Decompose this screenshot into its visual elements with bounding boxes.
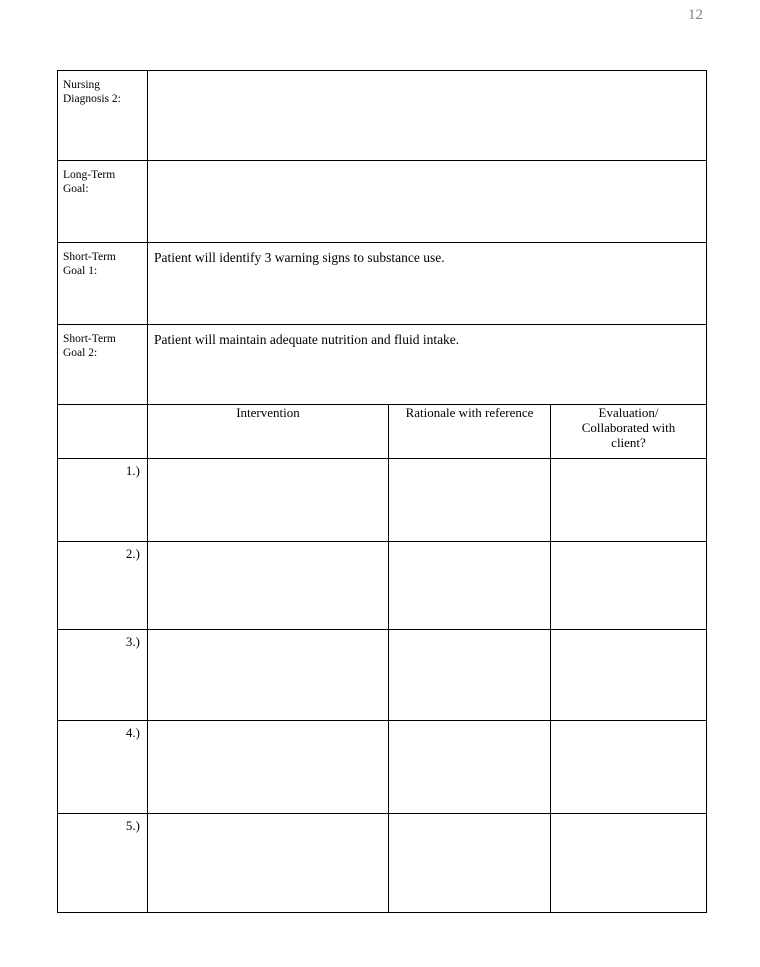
intervention-4-intervention-value — [148, 721, 388, 722]
intervention-2-rationale-cell[interactable] — [389, 542, 551, 630]
header-evaluation-cell — [551, 405, 707, 459]
header-evaluation-label — [551, 405, 706, 455]
intervention-5-number-cell — [58, 814, 148, 913]
intervention-2-intervention-value — [148, 542, 388, 543]
intervention-4-evaluation-cell[interactable] — [551, 721, 707, 814]
short-term-goal-1-label-line2: Goal 1: — [63, 265, 98, 277]
intervention-2-rationale-value — [389, 542, 550, 543]
nursing-diagnosis-2-label-cell — [58, 71, 148, 161]
intervention-1-rationale-value — [389, 459, 550, 460]
intervention-5-intervention-value — [148, 814, 388, 815]
nursing-diagnosis-2-value — [148, 71, 706, 78]
nursing-diagnosis-2-value-cell[interactable] — [148, 71, 707, 161]
intervention-3-rationale-cell[interactable] — [389, 630, 551, 721]
intervention-5-intervention-cell[interactable] — [148, 814, 389, 913]
table-row-nursing-diagnosis-2 — [58, 71, 707, 161]
long-term-goal-label-line1: Long-Term — [63, 169, 116, 181]
intervention-1-intervention-cell[interactable] — [148, 459, 389, 542]
intervention-5-rationale-value — [389, 814, 550, 815]
table-row-long-term-goal — [58, 161, 707, 243]
table-row-intervention-2 — [58, 542, 707, 630]
intervention-1-evaluation-cell[interactable] — [551, 459, 707, 542]
intervention-1-number-cell — [58, 459, 148, 542]
short-term-goal-2-value-cell[interactable] — [148, 325, 707, 405]
intervention-1-rationale-cell[interactable] — [389, 459, 551, 542]
intervention-3-number-cell — [58, 630, 148, 721]
header-intervention-label: Intervention — [236, 405, 300, 420]
intervention-3-intervention-value — [148, 630, 388, 631]
long-term-goal-label-cell — [58, 161, 148, 243]
short-term-goal-1-label-line1: Short-Term — [63, 251, 116, 263]
page-number: 12 — [688, 7, 703, 23]
header-evaluation-line3: client? — [611, 435, 646, 450]
intervention-5-evaluation-cell[interactable] — [551, 814, 707, 913]
short-term-goal-1-label — [58, 243, 147, 278]
table-row-intervention-4 — [58, 721, 707, 814]
intervention-2-intervention-cell[interactable] — [148, 542, 389, 630]
header-intervention-cell — [148, 405, 389, 459]
long-term-goal-value — [148, 161, 706, 168]
intervention-4-rationale-cell[interactable] — [389, 721, 551, 814]
intervention-4-intervention-cell[interactable] — [148, 721, 389, 814]
table-row-intervention-3 — [58, 630, 707, 721]
intervention-4-rationale-value — [389, 721, 550, 722]
intervention-3-evaluation-value — [551, 630, 706, 631]
intervention-4-evaluation-value — [551, 721, 706, 722]
intervention-4-number: 4.) — [125, 725, 140, 740]
nursing-diagnosis-2-label — [58, 71, 147, 106]
nursing-diagnosis-2-label-line1: Nursing — [63, 79, 101, 91]
table-row-intervention-1 — [58, 459, 707, 542]
table-row-short-term-goal-1 — [58, 243, 707, 325]
nursing-diagnosis-2-label-line2: Diagnosis 2: — [63, 93, 121, 105]
short-term-goal-2-label-cell — [58, 325, 148, 405]
table-row-short-term-goal-2 — [58, 325, 707, 405]
table-row-intervention-5 — [58, 814, 707, 913]
short-term-goal-2-label-line2: Goal 2: — [63, 347, 98, 359]
short-term-goal-1-value-cell[interactable] — [148, 243, 707, 325]
intervention-1-evaluation-value — [551, 459, 706, 460]
long-term-goal-value-cell[interactable] — [148, 161, 707, 243]
header-evaluation-line1: Evaluation/ — [598, 405, 659, 420]
intervention-5-number: 5.) — [125, 818, 140, 833]
short-term-goal-2-value: Patient will maintain adequate nutrition and fluid intake. — [154, 332, 460, 347]
intervention-5-evaluation-value — [551, 814, 706, 815]
header-number-column-label — [58, 405, 147, 411]
header-evaluation-line2: Collaborated with — [581, 420, 676, 435]
header-number-column-cell — [58, 405, 148, 459]
short-term-goal-1-value: Patient will identify 3 warning signs to substance use. — [154, 250, 445, 265]
long-term-goal-label-line2: Goal: — [63, 183, 89, 195]
intervention-3-intervention-cell[interactable] — [148, 630, 389, 721]
intervention-3-number: 3.) — [125, 634, 140, 649]
nursing-care-plan-table — [57, 70, 707, 913]
intervention-2-number: 2.) — [125, 546, 140, 561]
intervention-2-number-cell — [58, 542, 148, 630]
intervention-grid-header-row — [58, 405, 707, 459]
intervention-2-evaluation-value — [551, 542, 706, 543]
intervention-4-number-cell — [58, 721, 148, 814]
short-term-goal-2-label — [58, 325, 147, 360]
intervention-3-evaluation-cell[interactable] — [551, 630, 707, 721]
intervention-5-rationale-cell[interactable] — [389, 814, 551, 913]
header-rationale-label: Rationale with reference — [405, 405, 534, 420]
intervention-1-intervention-value — [148, 459, 388, 460]
header-rationale-cell — [389, 405, 551, 459]
intervention-2-evaluation-cell[interactable] — [551, 542, 707, 630]
long-term-goal-label — [58, 161, 147, 196]
intervention-3-rationale-value — [389, 630, 550, 631]
intervention-1-number: 1.) — [125, 463, 140, 478]
short-term-goal-1-label-cell — [58, 243, 148, 325]
short-term-goal-2-label-line1: Short-Term — [63, 333, 116, 345]
